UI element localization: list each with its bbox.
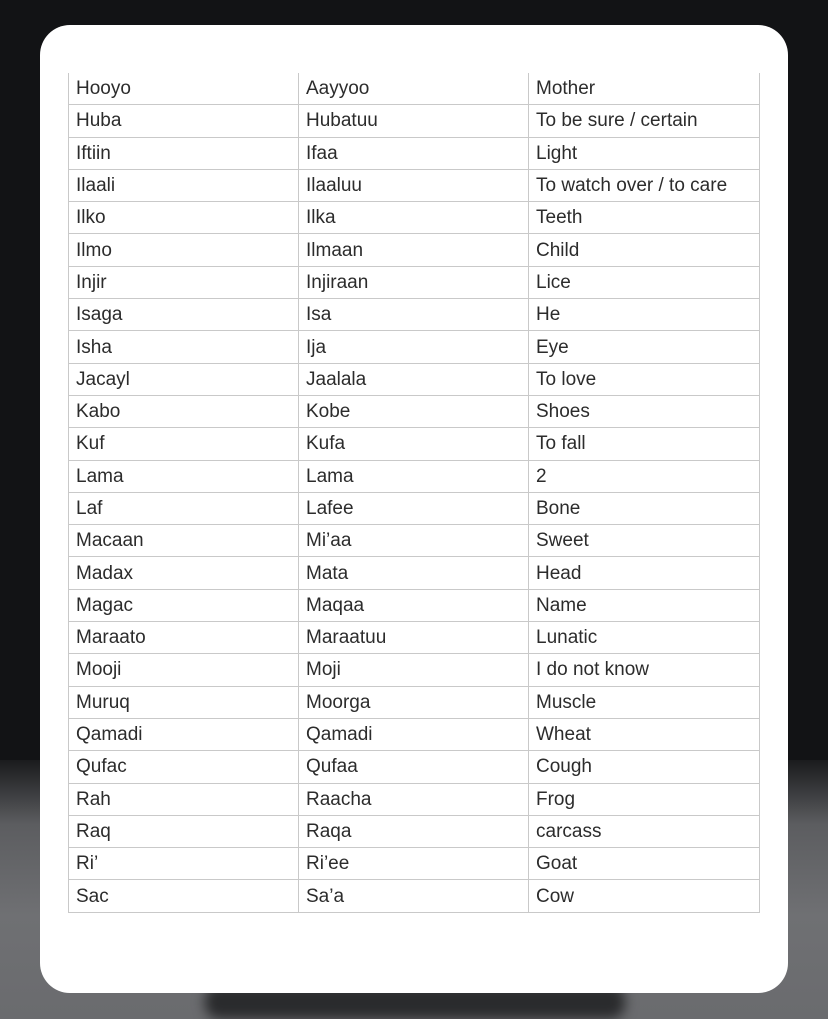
table-row (69, 331, 760, 363)
oromo-word-cell: Qamadi (299, 718, 529, 750)
oromo-word-cell: Moji (299, 654, 529, 686)
preview-card (40, 25, 788, 993)
english-meaning-cell: Wheat (529, 718, 760, 750)
table-row (69, 395, 760, 427)
table-row (69, 557, 760, 589)
english-meaning-cell: To watch over / to care (529, 169, 760, 201)
oromo-word-cell: Ri’ee (299, 848, 529, 880)
table-row (69, 622, 760, 654)
english-meaning-cell: Frog (529, 783, 760, 815)
oromo-word-cell: Qufaa (299, 751, 529, 783)
somali-word-cell: Isaga (69, 299, 299, 331)
english-meaning-cell: Bone (529, 492, 760, 524)
table-row (69, 202, 760, 234)
table-row (69, 815, 760, 847)
table-row (69, 525, 760, 557)
table-row (69, 848, 760, 880)
somali-word-cell: Raq (69, 815, 299, 847)
somali-word-cell: Muruq (69, 686, 299, 718)
table-row (69, 686, 760, 718)
oromo-word-cell: Ilka (299, 202, 529, 234)
somali-word-cell: Magac (69, 589, 299, 621)
english-meaning-cell: 2 (529, 460, 760, 492)
english-meaning-cell: Light (529, 137, 760, 169)
somali-word-cell: Qamadi (69, 718, 299, 750)
table-row (69, 654, 760, 686)
somali-word-cell: Ri’ (69, 848, 299, 880)
english-meaning-cell: carcass (529, 815, 760, 847)
table-row (69, 751, 760, 783)
somali-word-cell: Lama (69, 460, 299, 492)
table-row (69, 460, 760, 492)
english-meaning-cell: To be sure / certain (529, 105, 760, 137)
vocabulary-table-body (69, 73, 760, 912)
somali-word-cell: Macaan (69, 525, 299, 557)
english-meaning-cell: Mother (529, 73, 760, 105)
english-meaning-cell: Child (529, 234, 760, 266)
oromo-word-cell: Raqa (299, 815, 529, 847)
oromo-word-cell: Sa’a (299, 880, 529, 912)
somali-word-cell: Isha (69, 331, 299, 363)
somali-word-cell: Huba (69, 105, 299, 137)
somali-word-cell: Hooyo (69, 73, 299, 105)
somali-word-cell: Jacayl (69, 363, 299, 395)
english-meaning-cell: Shoes (529, 395, 760, 427)
english-meaning-cell: Cow (529, 880, 760, 912)
english-meaning-cell: Head (529, 557, 760, 589)
table-row (69, 589, 760, 621)
somali-word-cell: Kabo (69, 395, 299, 427)
english-meaning-cell: Name (529, 589, 760, 621)
oromo-word-cell: Kufa (299, 428, 529, 460)
oromo-word-cell: Maraatuu (299, 622, 529, 654)
somali-word-cell: Kuf (69, 428, 299, 460)
table-row (69, 880, 760, 912)
table-row (69, 169, 760, 201)
english-meaning-cell: Eye (529, 331, 760, 363)
oromo-word-cell: Hubatuu (299, 105, 529, 137)
vocabulary-table (68, 73, 760, 913)
english-meaning-cell: He (529, 299, 760, 331)
oromo-word-cell: Aayyoo (299, 73, 529, 105)
somali-word-cell: Ilko (69, 202, 299, 234)
english-meaning-cell: Sweet (529, 525, 760, 557)
oromo-word-cell: Ilaaluu (299, 169, 529, 201)
table-row (69, 234, 760, 266)
somali-word-cell: Ilmo (69, 234, 299, 266)
oromo-word-cell: Raacha (299, 783, 529, 815)
oromo-word-cell: Ija (299, 331, 529, 363)
english-meaning-cell: Muscle (529, 686, 760, 718)
oromo-word-cell: Ifaa (299, 137, 529, 169)
somali-word-cell: Maraato (69, 622, 299, 654)
somali-word-cell: Laf (69, 492, 299, 524)
table-row (69, 105, 760, 137)
somali-word-cell: Sac (69, 880, 299, 912)
table-row (69, 718, 760, 750)
somali-word-cell: Iftiin (69, 137, 299, 169)
english-meaning-cell: Teeth (529, 202, 760, 234)
oromo-word-cell: Mata (299, 557, 529, 589)
english-meaning-cell: To love (529, 363, 760, 395)
oromo-word-cell: Lama (299, 460, 529, 492)
oromo-word-cell: Mi’aa (299, 525, 529, 557)
english-meaning-cell: Goat (529, 848, 760, 880)
oromo-word-cell: Jaalala (299, 363, 529, 395)
table-row (69, 428, 760, 460)
table-row (69, 492, 760, 524)
oromo-word-cell: Injiraan (299, 266, 529, 298)
english-meaning-cell: Lice (529, 266, 760, 298)
english-meaning-cell: Lunatic (529, 622, 760, 654)
oromo-word-cell: Maqaa (299, 589, 529, 621)
oromo-word-cell: Ilmaan (299, 234, 529, 266)
table-row (69, 266, 760, 298)
table-row (69, 137, 760, 169)
oromo-word-cell: Kobe (299, 395, 529, 427)
somali-word-cell: Mooji (69, 654, 299, 686)
somali-word-cell: Ilaali (69, 169, 299, 201)
somali-word-cell: Injir (69, 266, 299, 298)
table-row (69, 363, 760, 395)
english-meaning-cell: I do not know (529, 654, 760, 686)
table-row (69, 73, 760, 105)
somali-word-cell: Madax (69, 557, 299, 589)
oromo-word-cell: Isa (299, 299, 529, 331)
oromo-word-cell: Lafee (299, 492, 529, 524)
table-row (69, 299, 760, 331)
oromo-word-cell: Moorga (299, 686, 529, 718)
english-meaning-cell: To fall (529, 428, 760, 460)
table-row (69, 783, 760, 815)
english-meaning-cell: Cough (529, 751, 760, 783)
somali-word-cell: Rah (69, 783, 299, 815)
somali-word-cell: Qufac (69, 751, 299, 783)
